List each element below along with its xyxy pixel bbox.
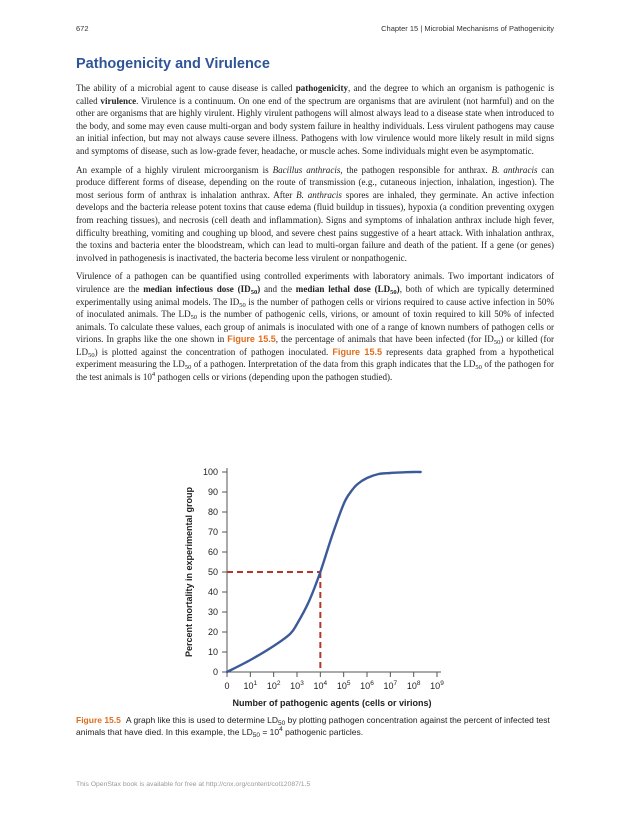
figure-chart bbox=[170, 455, 470, 715]
p2-text-e: can produce different forms of disease, depending on the route of transmission (e.g., cutaneous injection, inhalation, ingestion). The most serious form of anthrax is inhalation anthrax. After bbox=[76, 164, 554, 200]
y-tick-label: 70 bbox=[207, 527, 218, 538]
term-ld50-end: ) bbox=[396, 283, 400, 294]
y-tick-label: 40 bbox=[207, 587, 218, 598]
x-tick-label: $10^3$ bbox=[290, 680, 304, 691]
section-title: Pathogenicity and Virulence bbox=[76, 56, 270, 72]
subscript: 50 bbox=[390, 288, 397, 296]
figure-link[interactable]: Figure 15.5 bbox=[332, 346, 383, 357]
subscript: 50 bbox=[493, 339, 501, 347]
p3-text: of the pathogen for the test animals is 10 bbox=[76, 359, 554, 383]
p3-text: pathogen cells or virions (depending upon the pathogen studied). bbox=[155, 372, 393, 383]
p1-text-c: , and the degree to which an organism is pathogenic is called bbox=[76, 83, 554, 106]
paragraph-1 bbox=[76, 82, 554, 158]
chart-svg bbox=[170, 455, 470, 715]
p3-text: ) is plotted against the concentration of pathogen inoculated. bbox=[94, 346, 333, 357]
term-id50-text: median infectious dose (ID bbox=[143, 283, 251, 294]
y-tick-label: 20 bbox=[207, 627, 218, 638]
subscript: 50 bbox=[190, 314, 198, 322]
caption-label: Figure 15.5 bbox=[76, 715, 121, 725]
subscript: 50 bbox=[250, 288, 258, 296]
species-name: Bacillus anthracis bbox=[272, 164, 341, 175]
term-id50 bbox=[143, 284, 260, 294]
paragraph-2 bbox=[76, 164, 554, 265]
mortality-curve bbox=[227, 472, 421, 672]
page-header bbox=[76, 24, 554, 38]
chapter-title: Chapter 15 | Microbial Mechanisms of Pathogenicity bbox=[381, 24, 554, 33]
page-footer: This OpenStax book is available for free at http://cnx.org/content/col12087/1.5 bbox=[76, 781, 311, 788]
p3-text: Virulence of a pathogen can be quantified using controlled experiments with laboratory animals. Two important indicators of virulence are the bbox=[76, 271, 554, 294]
term-virulence: virulence bbox=[100, 95, 137, 106]
x-tick-label: $10^6$ bbox=[360, 680, 374, 691]
p3-text: is the number of pathogenic cells, virions, or amount of toxin required to kill 50% of infected animals. To calculate these values, each group of animals is inoculated with one of a range of known numbers of pathogen cells or virions. In graphs like the one shown in bbox=[76, 309, 554, 345]
p2-text-c: , the pathogen responsible for anthrax. bbox=[340, 164, 492, 175]
page-number: 672 bbox=[76, 24, 89, 33]
term-id50-end: ) bbox=[257, 283, 261, 294]
x-tick-label: 0 bbox=[224, 681, 230, 691]
term-pathogenicity: pathogenicity bbox=[295, 83, 348, 93]
x-tick-label: $10^8$ bbox=[406, 680, 421, 691]
p3-text: is the number of pathogen cells or virions required to cause active infection in 50% of inoculated animals. The LD bbox=[76, 296, 554, 320]
subscript: 50 bbox=[252, 732, 260, 739]
x-tick-label: $10^9$ bbox=[430, 680, 444, 691]
caption-text: A graph like this is used to determine LD bbox=[125, 715, 279, 725]
subscript: 50 bbox=[239, 301, 246, 309]
species-name: B. anthracis bbox=[296, 189, 342, 200]
subscript: 50 bbox=[88, 351, 95, 359]
y-tick-label: 50 bbox=[207, 567, 218, 578]
x-tick-label: $10^7$ bbox=[383, 680, 398, 691]
y-tick-label: 30 bbox=[207, 607, 218, 618]
caption-text: pathogenic particles. bbox=[282, 727, 364, 737]
species-name: B. anthracis bbox=[491, 164, 538, 175]
superscript: 4 bbox=[151, 371, 156, 379]
x-axis-label: Number of pathogenic agents (cells or virions) bbox=[232, 698, 432, 708]
p3-text: , both of which are typically determined experimentally using animal models. The ID bbox=[76, 283, 554, 307]
figure-link[interactable]: Figure 15.5 bbox=[227, 334, 276, 345]
y-axis-label: Percent mortality in experimental group bbox=[184, 486, 194, 658]
p3-text: and the bbox=[260, 283, 296, 294]
x-tick-label: $10^2$ bbox=[266, 680, 281, 691]
y-tick-label: 90 bbox=[207, 487, 218, 498]
superscript: 4 bbox=[279, 726, 283, 733]
y-tick-label: 10 bbox=[207, 647, 218, 658]
p2-text-g: spores are inhaled, they germinate. An active infection develops and the bacteria release potent toxins that cause edema (fluid buildup in tissues), hypoxia (a condition preventing oxygen from reaching tissues), and necrosis (cell death and inflammation). Signs and symptoms of inhalation anthrax include high fever, difficulty breathing, vomiting and coughing up blood, and severe chest pains suggestive of a heart attack. With inhalation anthrax, the toxins and bacteria enter the bloodstream, which can lead to multi-organ failure and death of the patient. If a gene (or genes) involved in pathogenesis is inactivated, the bacteria become less virulent or nonpathogenic. bbox=[76, 189, 554, 263]
body-text bbox=[76, 82, 554, 390]
subscript: 50 bbox=[184, 364, 192, 372]
p1-text-e: . Virulence is a continuum. On one end of the spectrum are organisms that are avirulent (not harmful) and on the other are organisms that are highly virulent. Highly virulent pathogens will almost always lead to a disease state when introduced to the body, and some may even cause multi-organ and body system failure in healthy individuals. Less virulent pathogens may cause an initial infection, but may not always cause severe illness. Pathogens with low virulence would more likely result in mild signs and symptoms of disease, such as low-grade fever, headache, or muscle aches. Some individuals might even be asymptomatic. bbox=[76, 95, 554, 156]
y-tick-label: 60 bbox=[207, 547, 218, 558]
caption-text: by plotting pathogen concentration against the percent of infected test animals that have died. In this example, the LD bbox=[76, 715, 550, 737]
p1-text-a: The ability of a microbial agent to cause disease is called bbox=[76, 83, 296, 93]
y-tick-label: 80 bbox=[207, 507, 218, 518]
x-tick-label: $10^5$ bbox=[336, 680, 351, 691]
caption-text: = 10 bbox=[259, 727, 280, 737]
x-tick-label: $10^4$ bbox=[313, 680, 328, 691]
p3-text: , the percentage of animals that have been infected (for ID bbox=[275, 334, 494, 345]
p3-text: represents data graphed from a hypothetical experiment measuring the LD bbox=[76, 346, 554, 370]
p2-text-a: An example of a highly virulent microorganism is bbox=[76, 164, 273, 175]
paragraph-3 bbox=[76, 270, 554, 383]
figure-caption bbox=[76, 714, 554, 738]
subscript: 50 bbox=[278, 720, 286, 727]
y-tick-label: 100 bbox=[202, 467, 218, 478]
p3-text: of a pathogen. Interpretation of the data from this graph indicates that the LD bbox=[191, 359, 476, 370]
term-ld50-text: median lethal dose (LD bbox=[295, 283, 391, 294]
x-tick-label: $10^1$ bbox=[243, 680, 258, 691]
term-ld50 bbox=[296, 284, 400, 294]
subscript: 50 bbox=[475, 364, 482, 372]
p3-text: ) or killed (for LD bbox=[76, 334, 554, 357]
y-tick-label: 0 bbox=[212, 667, 218, 678]
